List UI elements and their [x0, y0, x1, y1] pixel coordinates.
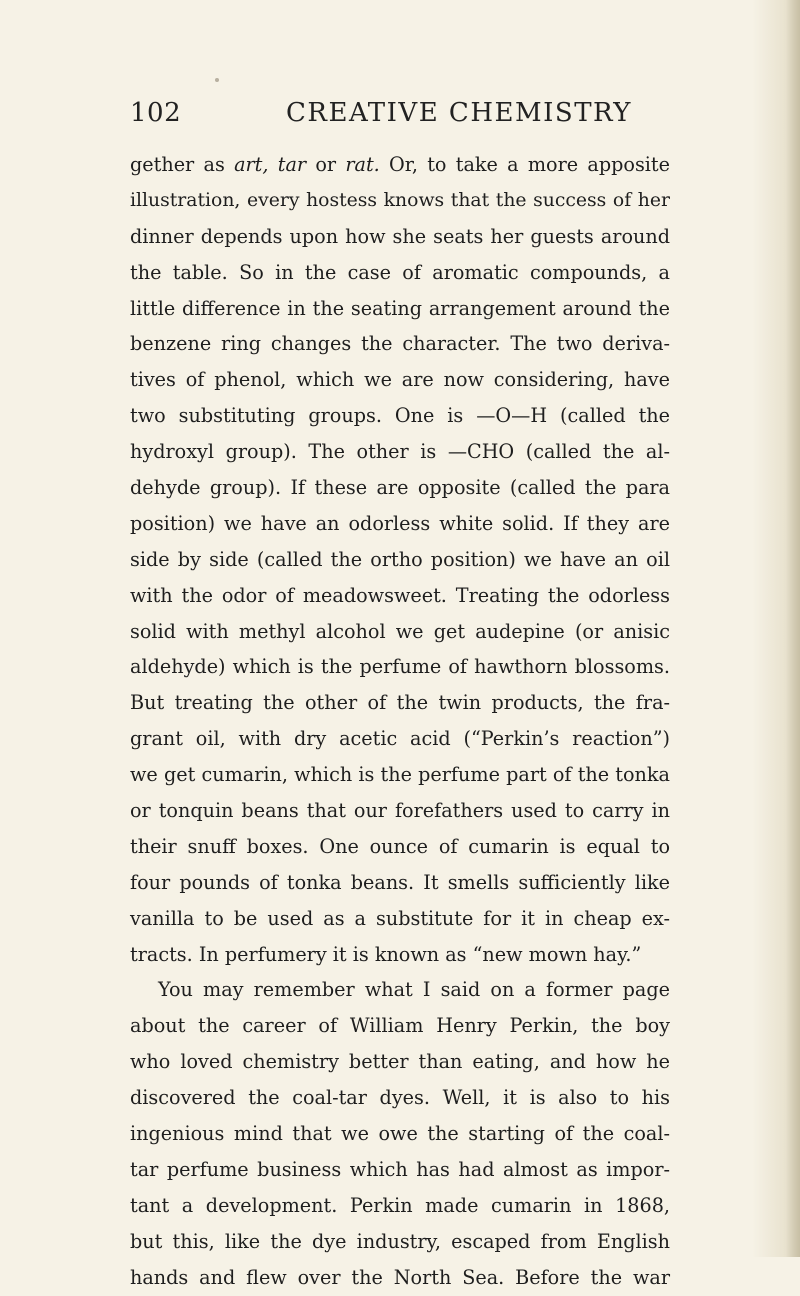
- text-line: or tonquin beans that our forefathers used to carry in: [130, 799, 670, 823]
- text-line: But treating the other of the twin products, the fra-: [130, 691, 670, 715]
- text-line: their snuff boxes. One ounce of cumarin is equal to: [130, 834, 670, 858]
- text-line: ingenious mind that we owe the starting of the coal-: [130, 1122, 670, 1146]
- text-line: two substituting groups. One is —O—H (called the: [130, 404, 670, 428]
- text-line: little difference in the seating arrangement around the: [130, 296, 670, 320]
- text-line: with the odor of meadowsweet. Treating the odorless: [130, 583, 670, 607]
- text-line: hands and flew over the North Sea. Before the war: [130, 1265, 670, 1289]
- page-header: [130, 98, 670, 138]
- text-line: benzene ring changes the character. The two deriva-: [130, 332, 670, 356]
- text-line: four pounds of tonka beans. It smells sufficiently like: [130, 870, 670, 894]
- italic-word: rat.: [345, 153, 380, 176]
- text-line: dinner depends upon how she seats her guests around: [130, 224, 670, 248]
- text-line: about the career of William Henry Perkin, the boy: [130, 1014, 670, 1038]
- text-line: illustration, every hostess knows that the success of her: [130, 189, 670, 211]
- text-line: hydroxyl group). The other is —CHO (called the al-: [130, 440, 670, 464]
- text-line: the table. So in the case of aromatic compounds, a: [130, 260, 670, 284]
- text-line: tives of phenol, which we are now considering, have: [130, 368, 670, 392]
- text-line: vanilla to be used as a substitute for it in cheap ex-: [130, 906, 670, 930]
- text-line: tracts. In perfumery it is known as “new mown hay.”: [130, 942, 642, 966]
- body-text: [130, 147, 670, 1296]
- text-line: dehyde group). If these are opposite (called the para: [130, 476, 670, 500]
- text-line: grant oil, with dry acetic acid (“Perkin’s reaction”): [130, 727, 670, 751]
- text-line: discovered the coal-tar dyes. Well, it is also to his: [130, 1086, 670, 1110]
- page-edge-shading: [786, 0, 800, 1257]
- text-line: tar perfume business which has had almost as impor-: [130, 1157, 670, 1181]
- text-line: who loved chemistry better than eating, and how he: [130, 1050, 670, 1074]
- text-line: side by side (called the ortho position) we have an oil: [130, 547, 670, 571]
- text-line: aldehyde) which is the perfume of hawthorn blossoms.: [130, 655, 670, 679]
- italic-words: art, tar: [234, 153, 307, 176]
- paper-speck: [215, 78, 219, 82]
- text-line: gether as art, tar or rat. Or, to take a more apposite: [130, 153, 670, 176]
- text-line: solid with methyl alcohol we get audepine (or anisic: [130, 619, 670, 643]
- page-number: 102: [130, 98, 182, 128]
- paragraph-first-line: You may remember what I said on a former page: [158, 978, 670, 1002]
- running-title: CREATIVE CHEMISTRY: [286, 98, 632, 128]
- text-line: tant a development. Perkin made cumarin in 1868,: [130, 1193, 670, 1217]
- text-line: position) we have an odorless white solid. If they are: [130, 511, 670, 535]
- text-line: but this, like the dye industry, escaped from English: [130, 1229, 670, 1253]
- text-line: we get cumarin, which is the perfume part of the tonka: [130, 763, 670, 787]
